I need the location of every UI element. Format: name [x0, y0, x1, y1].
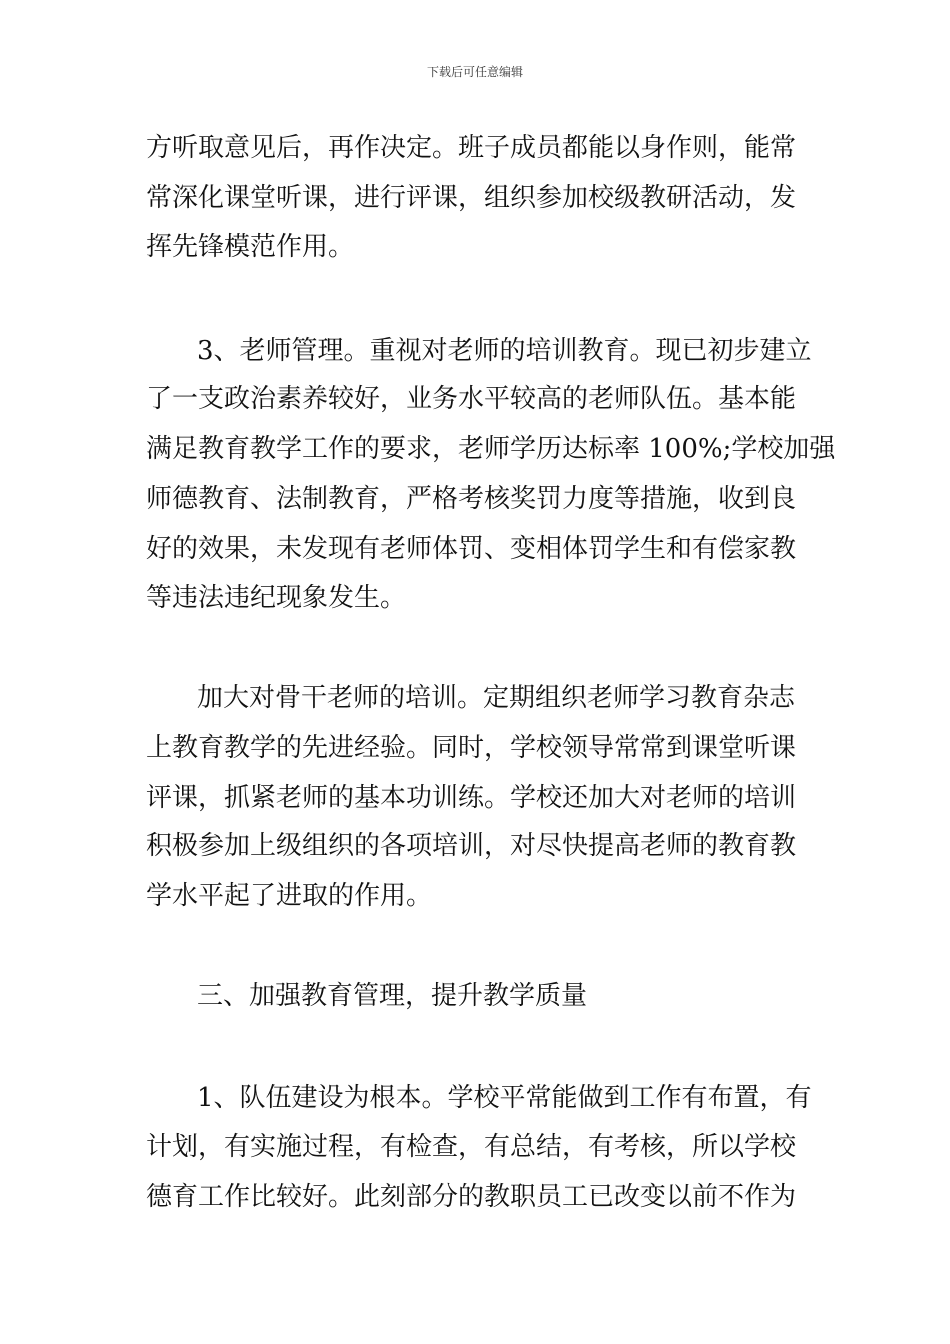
- paragraph-line: 加大对骨干老师的培训。定期组织老师学习教育杂志: [197, 683, 796, 713]
- paragraph-line: 满足教育教学工作的要求，老师学历达标率 100%;学校加强: [146, 434, 836, 464]
- paragraph-line: 好的效果，未发现有老师体罚、变相体罚学生和有偿家教: [146, 534, 797, 564]
- paragraph-line: 评课，抓紧老师的基本功训练。学校还加大对老师的培训: [146, 783, 797, 813]
- page-header: 下载后可任意编辑: [426, 65, 523, 79]
- paragraph-line: 了一支政治素养较好，业务水平较高的老师队伍。基本能: [146, 384, 797, 414]
- paragraph-line: 上教育教学的先进经验。同时，学校领导常常到课堂听课: [146, 733, 797, 763]
- paragraph-line: 德育工作比较好。此刻部分的教职员工已改变以前不作为: [146, 1182, 797, 1212]
- paragraph-line: 挥先锋模范作用。: [146, 232, 355, 262]
- paragraph-line: 1、队伍建设为根本。学校平常能做到工作有布置，有: [197, 1083, 812, 1113]
- section-heading: 三、加强教育管理，提升教学质量: [197, 981, 588, 1011]
- paragraph-line: 积极参加上级组织的各项培训，对尽快提高老师的教育教: [146, 831, 797, 861]
- paragraph-line: 3、老师管理。重视对老师的培训教育。现已初步建立: [197, 336, 812, 366]
- paragraph-line: 方听取意见后，再作决定。班子成员都能以身作则，能常: [146, 133, 797, 163]
- paragraph-line: 常深化课堂听课，进行评课，组织参加校级教研活动，发: [146, 183, 797, 213]
- paragraph-line: 计划，有实施过程，有检查，有总结，有考核，所以学校: [146, 1132, 797, 1162]
- paragraph-line: 等违法违纪现象发生。: [146, 583, 407, 613]
- paragraph-line: 师德教育、法制教育，严格考核奖罚力度等措施，收到良: [146, 484, 797, 514]
- paragraph-line: 学水平起了进取的作用。: [146, 881, 433, 911]
